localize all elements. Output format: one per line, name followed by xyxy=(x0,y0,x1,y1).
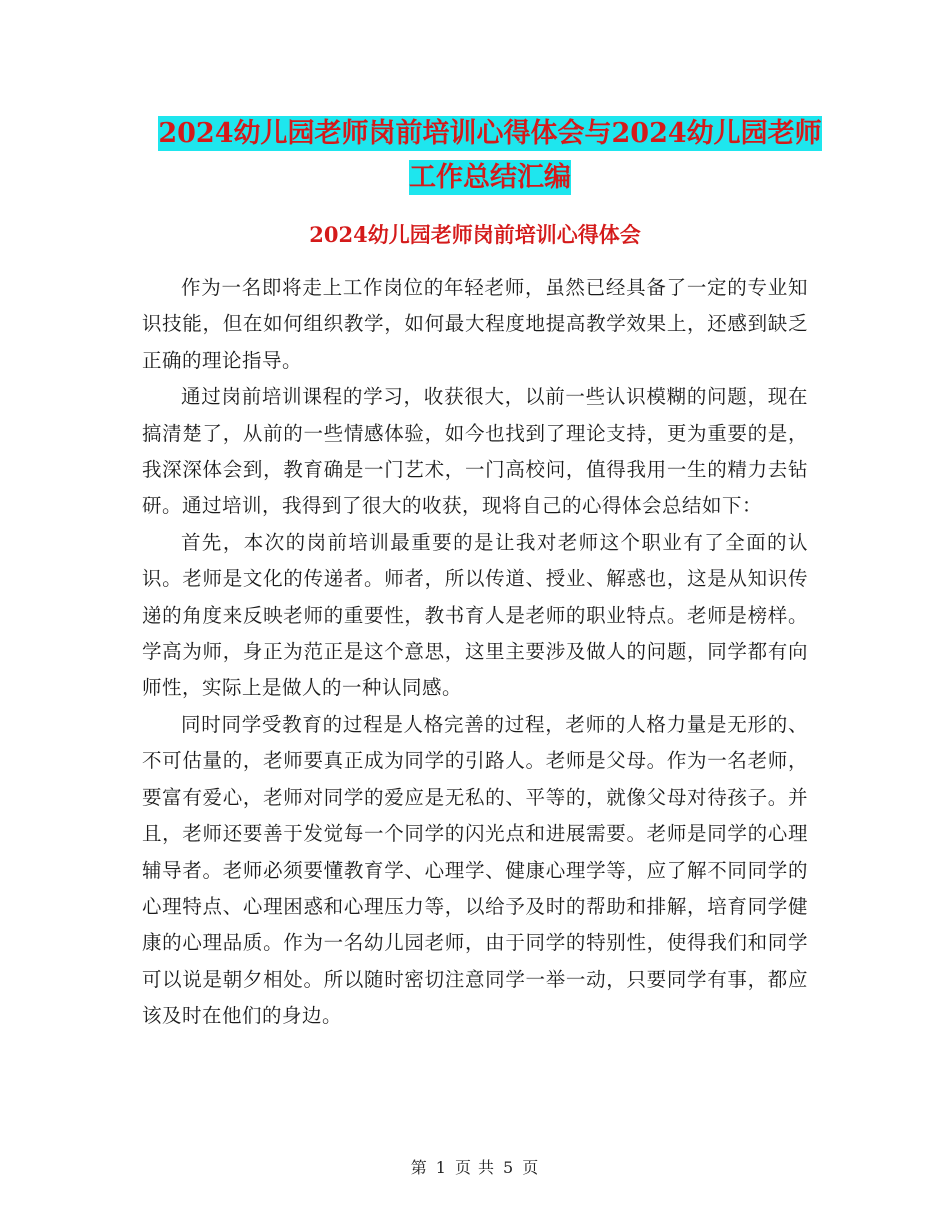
main-title-line-1: 2024幼儿园老师岗前培训心得体会与2024幼儿园老师 xyxy=(158,118,822,149)
footer-suffix: 页 xyxy=(522,1158,540,1177)
footer-middle: 页 共 xyxy=(454,1158,496,1177)
main-title-line-2: 工作总结汇编 xyxy=(409,162,571,193)
footer-total-pages: 5 xyxy=(503,1158,515,1177)
document-main-title xyxy=(100,112,880,200)
section-title: 2024幼儿园老师岗前培训心得体会 xyxy=(309,222,641,247)
body-text xyxy=(142,270,808,1035)
page-footer xyxy=(0,1155,950,1178)
paragraph-2: 通过岗前培训课程的学习，收获很大，以前一些认识模糊的问题，现在搞清楚了，从前的一些情感体验，如今也找到了理论支持，更为重要的是，我深深体会到，教育确是一门艺术，一门高校问，值得我用一生的精力去钻研。通过培训，我得到了很大的收获，现将自己的心得体会总结如下： xyxy=(142,385,808,518)
paragraph-4: 同时同学受教育的过程是人格完善的过程，老师的人格力量是无形的、不可估量的，老师要真正成为同学的引路人。老师是父母。作为一名老师，要富有爱心，老师对同学的爱应是无私的、平等的，就像父母对待孩子。并且，老师还要善于发觉每一个同学的闪光点和进展需要。老师是同学的心理辅导者。老师必须要懂教育学、心理学、健康心理学等，应了解不同同学的心理特点、心理困惑和心理压力等，以给予及时的帮助和排解，培育同学健康的心理品质。作为一名幼儿园老师，由于同学的特别性，使得我们和同学可以说是朝夕相处。所以随时密切注意同学一举一动，只要同学有事，都应该及时在他们的身边。 xyxy=(142,712,808,1028)
paragraph-1: 作为一名即将走上工作岗位的年轻老师，虽然已经具备了一定的专业知识技能，但在如何组织教学，如何最大程度地提高教学效果上，还感到缺乏正确的理论指导。 xyxy=(142,276,808,372)
paragraph-3: 首先，本次的岗前培训最重要的是让我对老师这个职业有了全面的认识。老师是文化的传递者。师者，所以传道、授业、解惑也，这是从知识传递的角度来反映老师的重要性，教书育人是老师的职业特点。老师是榜样。学高为师，身正为范正是这个意思，这里主要涉及做人的问题，同学都有向师性，实际上是做人的一种认同感。 xyxy=(142,530,808,700)
footer-page-number: 1 xyxy=(435,1158,447,1177)
footer-prefix: 第 xyxy=(410,1158,428,1177)
